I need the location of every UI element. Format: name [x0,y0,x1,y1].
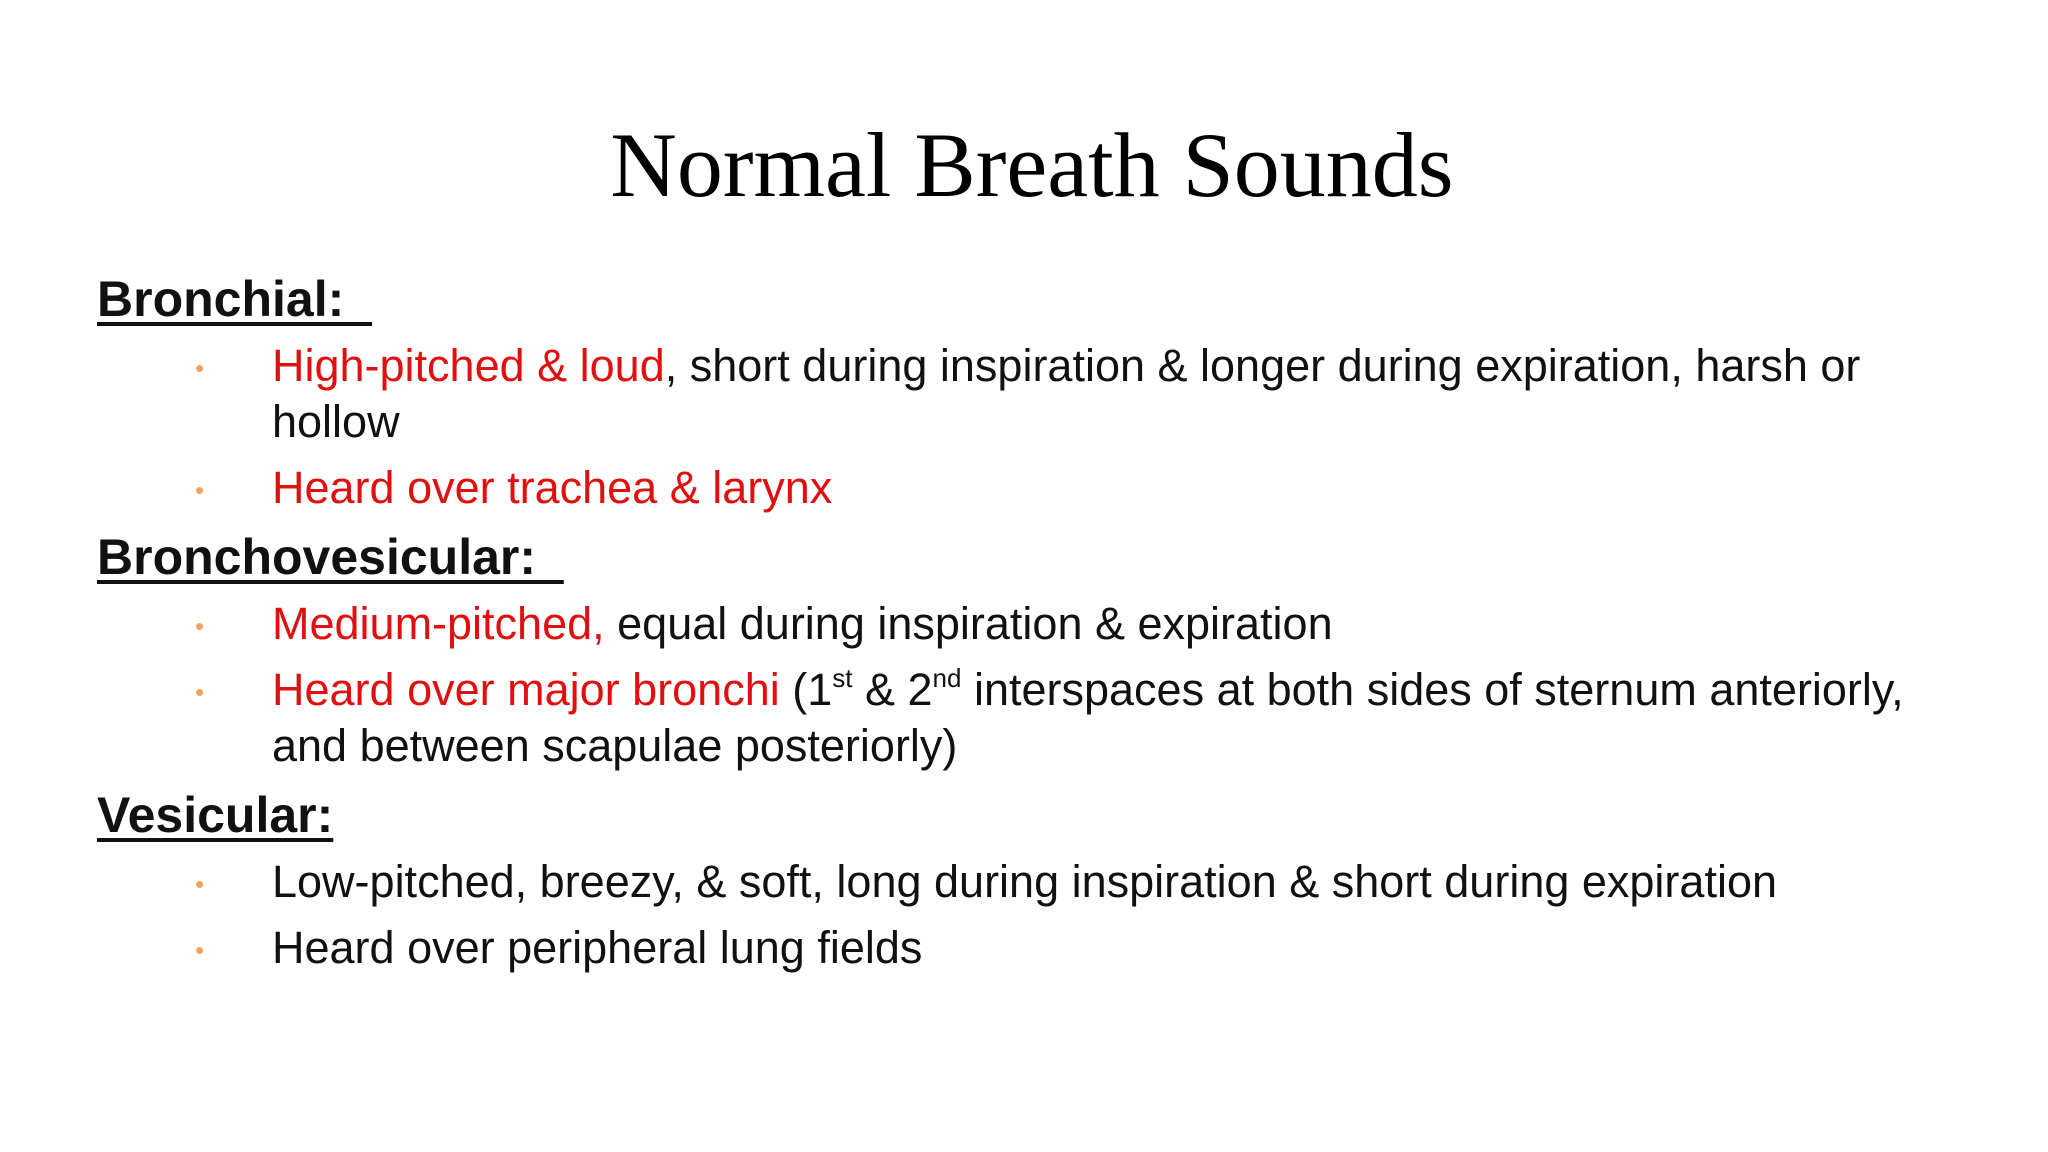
bullet-icon: • [195,475,205,505]
body-text: interspaces at both sides of sternum anteriorly, and between scapulae posteriorly) [272,664,1904,771]
section-bronchial [97,268,1977,516]
body-text: (1 [779,664,833,715]
bullet-icon: • [195,677,205,707]
slide-title: Normal Breath Sounds [610,114,1454,216]
bullet-icon: • [195,935,205,965]
bullet-icon: • [195,869,205,899]
body-text: Low-pitched, breezy, & soft, long during inspiration & short during expiration [272,856,1777,907]
list-item [97,662,1977,774]
section-bronchovesicular [97,526,1977,774]
bullet-list [97,596,1977,774]
section-heading: Vesicular: [97,787,334,843]
list-item [97,460,1977,516]
superscript-text: nd [932,663,962,693]
bullet-list [97,854,1977,976]
emphasis-text: High-pitched & loud [272,340,665,391]
superscript-text: st [832,663,853,693]
body-text: & 2 [852,664,933,715]
emphasis-text: Heard over major bronchi [272,664,780,715]
list-item [97,596,1977,652]
emphasis-text: Medium-pitched, [272,598,605,649]
section-heading: Bronchial: [97,271,373,327]
bullet-list [97,338,1977,516]
body-text: , short during inspiration & longer during expiration, harsh or hollow [272,340,1861,447]
section-heading: Bronchovesicular: [97,529,564,585]
section-vesicular [97,784,1977,976]
bullet-icon: • [195,353,205,383]
list-item [97,854,1977,910]
emphasis-text: Heard over trachea & larynx [272,462,833,513]
list-item [97,920,1977,976]
body-text: equal during inspiration & expiration [604,598,1333,649]
bullet-icon: • [195,611,205,641]
body-text: Heard over peripheral lung fields [272,922,923,973]
slide-content [97,268,1977,986]
list-item [97,338,1977,450]
